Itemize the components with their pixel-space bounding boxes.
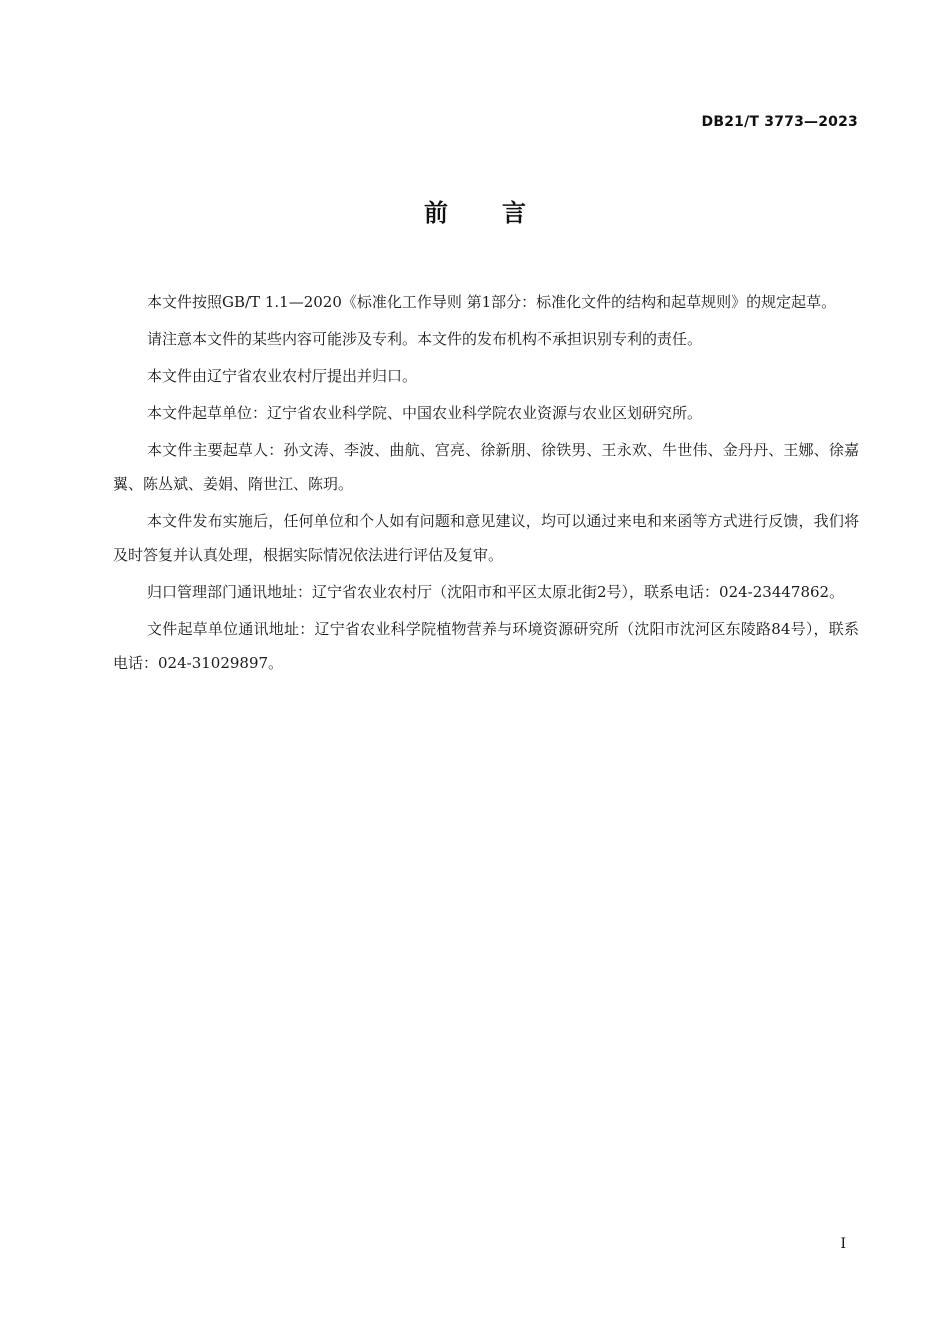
title-char-1: 前 xyxy=(424,199,448,227)
page-number: I xyxy=(840,1236,846,1252)
paragraph-drafter-address: 文件起草单位通讯地址：辽宁省农业科学院植物营养与环境资源研究所（沈阳市沈河区东陵路84号），联系电话：024-31029897。 xyxy=(113,620,859,672)
paragraph-admin-address: 归口管理部门通讯地址：辽宁省农业农村厅（沈阳市和平区太原北街2号），联系电话：024-23447862。 xyxy=(147,583,845,601)
paragraph-drafting-units: 本文件起草单位：辽宁省农业科学院、中国农业科学院农业资源与农业区划研究所。 xyxy=(147,404,703,422)
paragraph-proposer: 本文件由辽宁省农业农村厅提出并归口。 xyxy=(147,367,418,385)
paragraph-drafters: 本文件主要起草人：孙文涛、李波、曲航、宫亮、徐新朋、徐铁男、王永欢、牛世伟、金丹丹、王娜、徐嘉翼、陈丛斌、姜娟、隋世江、陈玥。 xyxy=(113,441,859,493)
paragraph-feedback: 本文件发布实施后，任何单位和个人如有问题和意见建议，均可以通过来电和来函等方式进行反馈，我们将及时答复并认真处理，根据实际情况依法进行评估及复审。 xyxy=(113,512,859,564)
paragraph-drafting-rules: 本文件按照GB/T 1.1—2020《标准化工作导则 第1部分：标准化文件的结构和起草规则》的规定起草。 xyxy=(147,293,837,311)
paragraph-patent-notice: 请注意本文件的某些内容可能涉及专利。本文件的发布机构不承担识别专利的责任。 xyxy=(147,330,703,348)
page-title xyxy=(0,193,950,228)
document-code: DB21/T 3773—2023 xyxy=(701,114,858,130)
foreword-body xyxy=(113,285,859,683)
title-char-2: 言 xyxy=(502,199,526,227)
